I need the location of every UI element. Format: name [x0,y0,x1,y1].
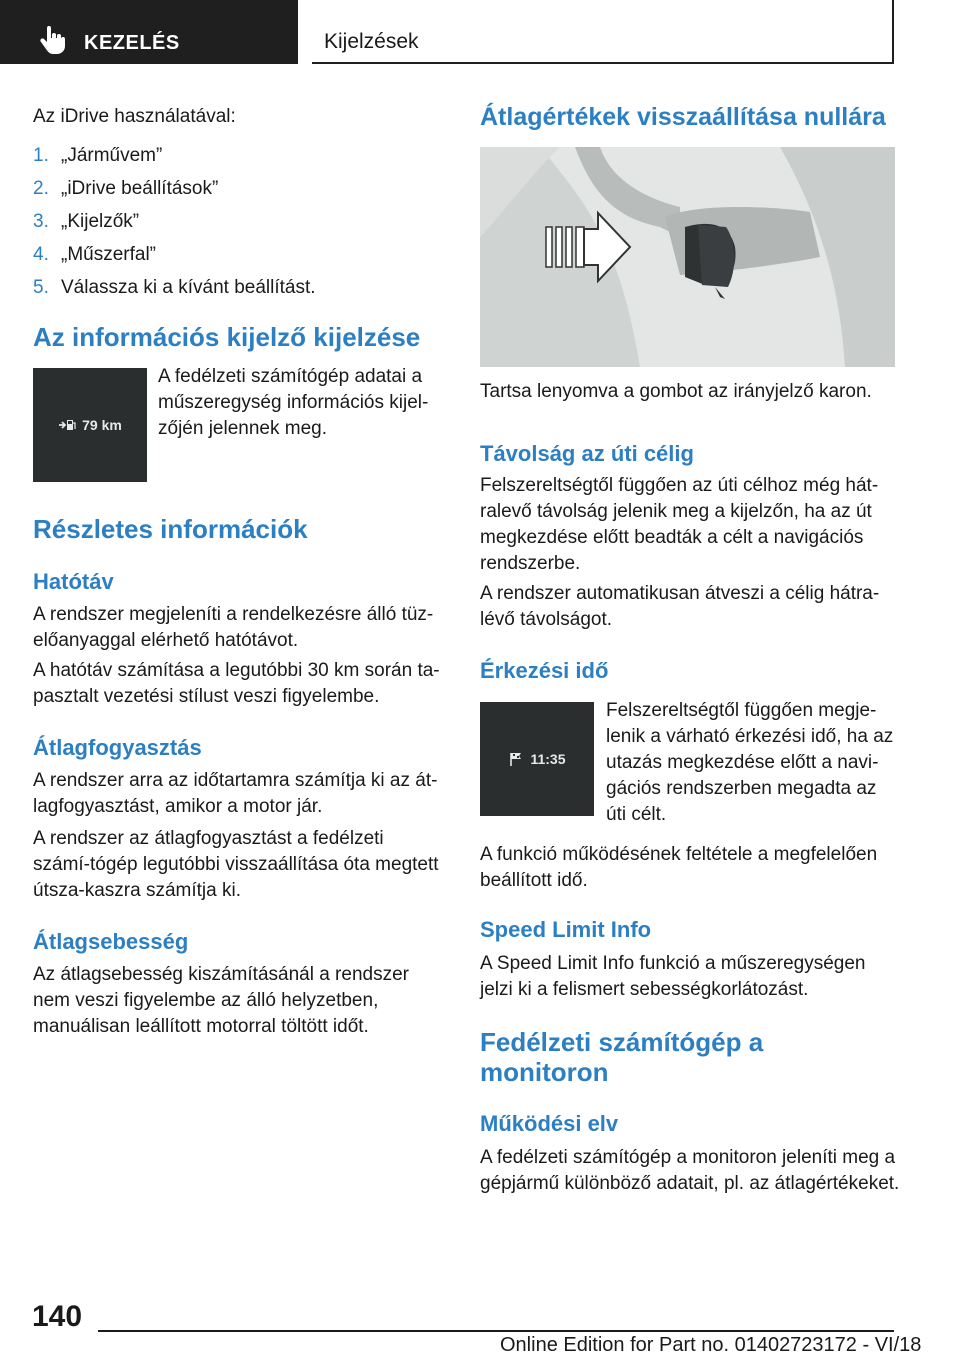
section-label: KEZELÉS [84,32,180,54]
step-text: „iDrive beállítások” [61,178,219,199]
distance-paragraph-1: Felszereltségtől függően az úti célhoz még hát-ralevő távolság jelenik meg a kijelzőn, ha az út megkezdése előtt beadták a célt a navigációs rendszerbe. [480,475,879,574]
reset-heading: Átlagértékek visszaállítása nullára [480,103,886,131]
arrival-time-value: 11:35 [530,751,566,767]
arrival-paragraph-2: A funkció működésének feltétele a megfelelően beállított idő. [480,844,878,891]
list-item [33,242,443,268]
section-tab [0,0,298,64]
range-heading: Hatótáv [33,569,114,594]
range-paragraph-2: A hatótáv számítása a legutóbbi 30 km során ta-pasztalt vezetési stílust veszi figyelembe. [33,660,440,707]
flag-icon [508,751,524,767]
principle-text: A fedélzeti számítógép a monitoron jeleníti meg a gépjármű különböző adatait, pl. az átlagértékeket. [480,1147,900,1194]
hand-pointer-icon [38,25,68,55]
speedlimit-text: A Speed Limit Info funkció a műszeregységen jelzi ki a felismert sebességkorlátozást. [480,953,866,1000]
consumption-paragraph-1: A rendszer arra az időtartamra számítja ki az át-lagfogyasztást, amikor a motor jár. [33,770,438,817]
intro-text: Az iDrive használatával: [33,106,236,127]
info-heading: Az információs kijelző kijelzése [33,322,421,352]
info-text: A fedélzeti számítógép adatai a műszeregység információs kijel-zőjén jelennek meg. [158,366,429,439]
speed-paragraph: Az átlagsebesség kiszámításánál a rendszer nem veszi figyelembe az álló helyzetben, manuálisan leállított motorral töltött időt. [33,964,409,1037]
arrival-heading: Érkezési idő [480,658,609,683]
step-list [33,143,443,308]
range-paragraph-1: A rendszer megjeleníti a rendelkezésre álló tüz-előanyaggal elérhető hatótávot. [33,604,434,651]
edition-text: Online Edition for Part no. 01402723172 - VI/18 [500,1334,922,1356]
fuel-pump-icon [58,418,76,432]
reset-text: Tartsa lenyomva a gombot az irányjelző karon. [480,381,872,402]
step-number: 5. [33,277,49,298]
consumption-paragraph-2: A rendszer az átlagfogyasztást a fedélzeti számí-tógép legutóbbi visszaállítása óta megtett útsza-kaszra számítja ki. [33,828,439,901]
step-text: „Járművem” [61,145,163,166]
arrival-display-image [480,702,594,816]
arrival-text: Felszereltségtől függően megje-lenik a várható érkezési idő, ha az utazás megkezdése előtt a navi-gációs rendszerben megadta az úti célt. [606,700,894,825]
step-text: Válassza ki a kívánt beállítást. [61,277,316,298]
list-item [33,209,443,235]
speed-heading: Átlagsebesség [33,929,189,954]
distance-paragraph-2: A rendszer automatikusan átveszi a célig hátra-lévő távolságot. [480,583,880,630]
footer-divider [98,1330,894,1332]
step-number: 4. [33,244,49,265]
range-value: 79 km [82,417,122,433]
step-number: 1. [33,145,49,166]
principle-heading: Működési elv [480,1111,619,1136]
step-text: „Műszerfal” [61,244,157,265]
list-item [33,275,443,301]
monitor-heading: Fedélzeti számítógép a monitoron [480,1027,764,1087]
chapter-header [312,0,894,64]
speedlimit-heading: Speed Limit Info [480,917,652,942]
turn-signal-lever-photo [480,147,895,367]
distance-heading: Távolság az úti célig [480,441,694,466]
list-item [33,143,443,169]
steering-lever-illustration [480,147,895,367]
step-number: 3. [33,211,49,232]
range-display-image [33,368,147,482]
page-number: 140 [32,1300,83,1333]
consumption-heading: Átlagfogyasztás [33,735,202,760]
list-item [33,176,443,202]
chapter-title: Kijelzések [324,30,419,53]
step-text: „Kijelzők” [61,211,140,232]
step-number: 2. [33,178,49,199]
details-heading: Részletes információk [33,514,308,544]
